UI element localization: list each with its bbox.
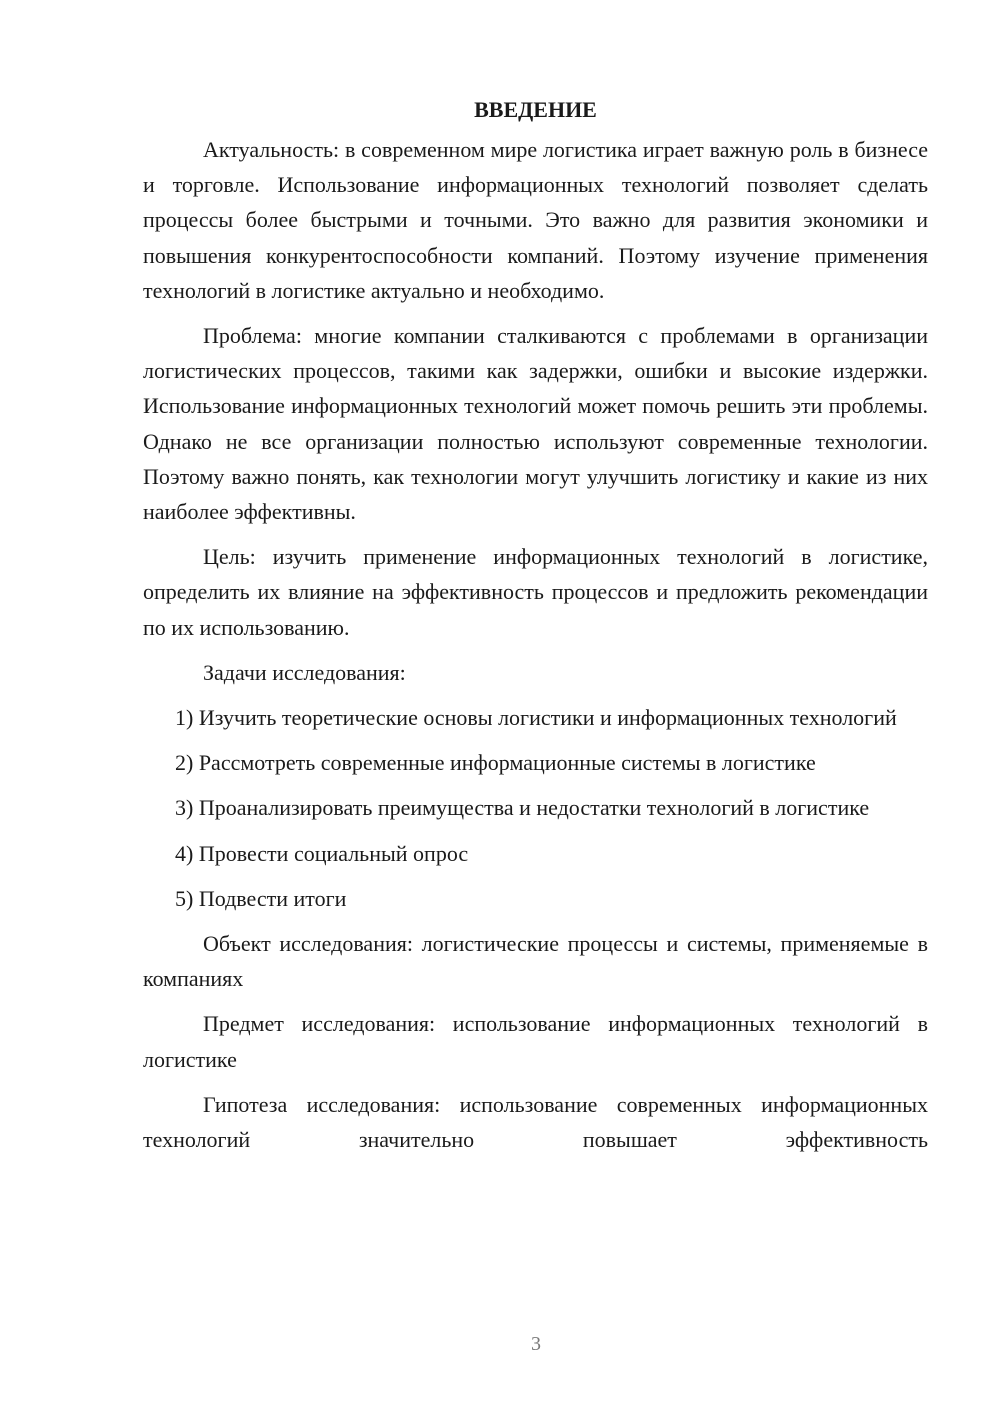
relevance-paragraph: Актуальность: в современном мире логистика играет важную роль в бизнесе и торговле. Использование информационных технологий позволяет сделать процессы более быстрыми и точными. Это важно для развития экономики и повышения конкурентоспособности компаний. Поэтому изучение применения технологий в логистике актуально и необходимо. <box>143 137 928 303</box>
page-content <box>143 92 928 1157</box>
object-paragraph: Объект исследования: логистические процессы и системы, применяемые в компаниях <box>143 931 928 992</box>
task-item-4: 4) Провести социальный опрос <box>175 840 469 866</box>
page-number: 3 <box>531 1333 541 1355</box>
hypothesis-paragraph: Гипотеза исследования: использование современных информационных технологий значительно повышает эффективность <box>143 1091 928 1153</box>
section-title: ВВЕДЕНИЕ <box>474 97 597 122</box>
task-item-1: 1) Изучить теоретические основы логистики и информационных технологий <box>175 705 897 731</box>
subject-paragraph: Предмет исследования: использование информационных технологий в логистике <box>143 1011 928 1072</box>
task-item-2: 2) Рассмотреть современные информационные системы в логистике <box>175 750 816 776</box>
task-item-3: 3) Проанализировать преимущества и недостатки технологий в логистике <box>175 795 870 821</box>
problem-paragraph: Проблема: многие компании сталкиваются с проблемами в организации логистических процессов, такими как задержки, ошибки и высокие издержки. Использование информационных технологий может помочь решить эти проблемы. Однако не все организации полностью используют современные технологии. Поэтому важно понять, как технологии могут улучшить логистику и какие из них наиболее эффективны. <box>143 323 928 525</box>
goal-paragraph: Цель: изучить применение информационных технологий в логистике, определить их влияние на эффективность процессов и предложить рекомендации по их использованию. <box>143 544 928 640</box>
task-item-5: 5) Подвести итоги <box>175 885 347 911</box>
tasks-heading: Задачи исследования: <box>203 659 406 685</box>
